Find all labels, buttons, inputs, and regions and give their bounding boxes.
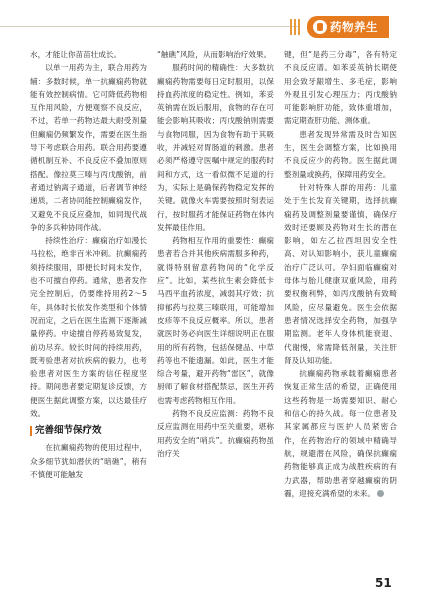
end-mark-icon <box>377 490 384 497</box>
page-header <box>0 16 427 38</box>
section-heading: 完善细节保疗效 <box>30 425 147 437</box>
page-number: 51 <box>375 576 392 590</box>
column-2 <box>157 48 274 460</box>
paragraph: 在抗癫痫药物的使用过程中，众多细节犹如潜伏的“暗礁”，稍有不慎便可能触发 <box>30 443 147 479</box>
paragraph: 持续性治疗：癫痫治疗如漫长马拉松，绝非百米冲刺。抗癫痫药须持续服用，即便长时间未发作，也不可擅自停药。通常，患者发作完全控制后，仍要维持用药2～5年，具体时长依发作类型和个体情况而定，之后在医生监测下逐渐减量停药。中途擅自停药易致复发，前功尽弃。较长时间的持续用药，既考验患者对抗疾病的毅力，也考验患者对医生方案的信任程度坚持。期间患者要定期复诊反馈，方便医生据此调整方案，以达最佳疗效。 <box>30 236 147 419</box>
paragraph: “触礁”风险，从而影响治疗效果。 <box>157 50 272 59</box>
header-ornament <box>290 19 300 35</box>
paragraph-text: 抗癫痫药物承载着癫痫患者恢复正常生活的希望，正确使用这些药物是一场需要知识、耐心和信心的持久战。每一位患者及其家属都应与医护人员紧密合作，在药物治疗的领域中精确导航，规避潜在风险，确保抗癫痫药物能够真正成为战胜疾病的有力武器，帮助患者穿越癫痫的阴霾，迎接充满希望的未来。 <box>284 369 397 498</box>
paragraph: 药物相互作用的重要性：癫痫患者若合并其他疾病需服多种药，就得特别留意药物间的“化学反应”。比如，某些抗生素会降低卡马西平血药浓度，减弱其疗效；抗抑郁药与拉莫三嗪联用，可能增加皮疹等不良反应概率。所以，患者就医时务必向医生详细说明正在服用的所有药物，包括保健品、中草药等也不能遗漏。如此，医生才能综合考量，避开药物“雷区”，就像厨师了解食材搭配禁忌，医生开药也需考虑药物相互作用。 <box>157 236 274 405</box>
pill-icon <box>313 20 327 34</box>
paragraph <box>284 367 397 500</box>
paragraph: 键，但“是药三分毒”，各有特定不良反应谱。如苯妥英钠长期使用会致牙龈增生、多毛症，影响外观且引发心理压力；丙戊酸钠可能影响肝功能，致体重增加，需定期查肝功能、测体重。 <box>284 50 397 126</box>
paragraph: 药物不良反应监测：药物不良反应监测在用药中至关重要，堪称用药安全的“哨兵”。抗癫痫药物虽治疗关 <box>157 409 274 458</box>
column-3 <box>284 48 397 500</box>
paragraph: 水，才能让你苗苗壮成长。 <box>30 50 122 59</box>
header-rule <box>0 26 300 27</box>
paragraph: 患者发现异常需及时告知医生，医生会调整方案，比如换用不良反应少的药物。医生据此调整剂量或换药，保障用药安全。 <box>284 129 397 179</box>
section-title: 药物养生 <box>330 20 378 34</box>
paragraph: 以单一用药为主，联合用药为辅：多数时候，单一抗癫痫药物就能有效控制病情。它可降低药物相互作用风险，方便观察不良反应，不过，若单一药物达最大耐受剂量但癫痫仍频繁发作，需要在医生指导下考虑联合用药。联合用药要遵循机制互补、不良反应不叠加原则搭配。像拉莫三嗪与丙戊酸钠，前者通过钠离子通道，后者调节神经递质，二者协同能控制癫痫发作，又避免不良反应叠加，如同现代战争的多兵种协同作战。 <box>30 63 147 232</box>
paragraph: 服药时间的精确性：大多数抗癫痫药物需要每日定时服用，以保持血药浓度的稳定性。例如，苯妥英钠需在饭后服用，食物的存在可能会影响其吸收；丙戊酸钠则需要与食物同服，因为食物有助于其吸收，并减轻对胃肠道的刺激。患者必须严格遵守医嘱中规定的服药时间和方式，这一看似微不足道的行为，实际上是确保药物稳定发挥的关键。就像火车需要按照时刻表运行，按时服药才能保证药物在体内发挥最佳作用。 <box>157 63 274 232</box>
paragraph: 针对特殊人群的用药：儿童处于生长发育关键期，选择抗癫痫药及调整剂量要谨慎，确保疗效时还要顾及药物对生长的潜在影响，如左乙拉西坦因安全性高、对认知影响小，获儿童癫痫治疗广泛认可。孕妇面临癫痫对母体与胎儿健康双重风险，用药要权衡利弊，如丙戊酸钠有致畸风险，应尽量避免。医生会依据患者情况选择安全药物，加强孕期监测。老年人身体机能衰退、代谢慢，常需降低剂量，关注肝肾及认知功能。 <box>284 182 397 365</box>
column-1 <box>30 48 147 481</box>
